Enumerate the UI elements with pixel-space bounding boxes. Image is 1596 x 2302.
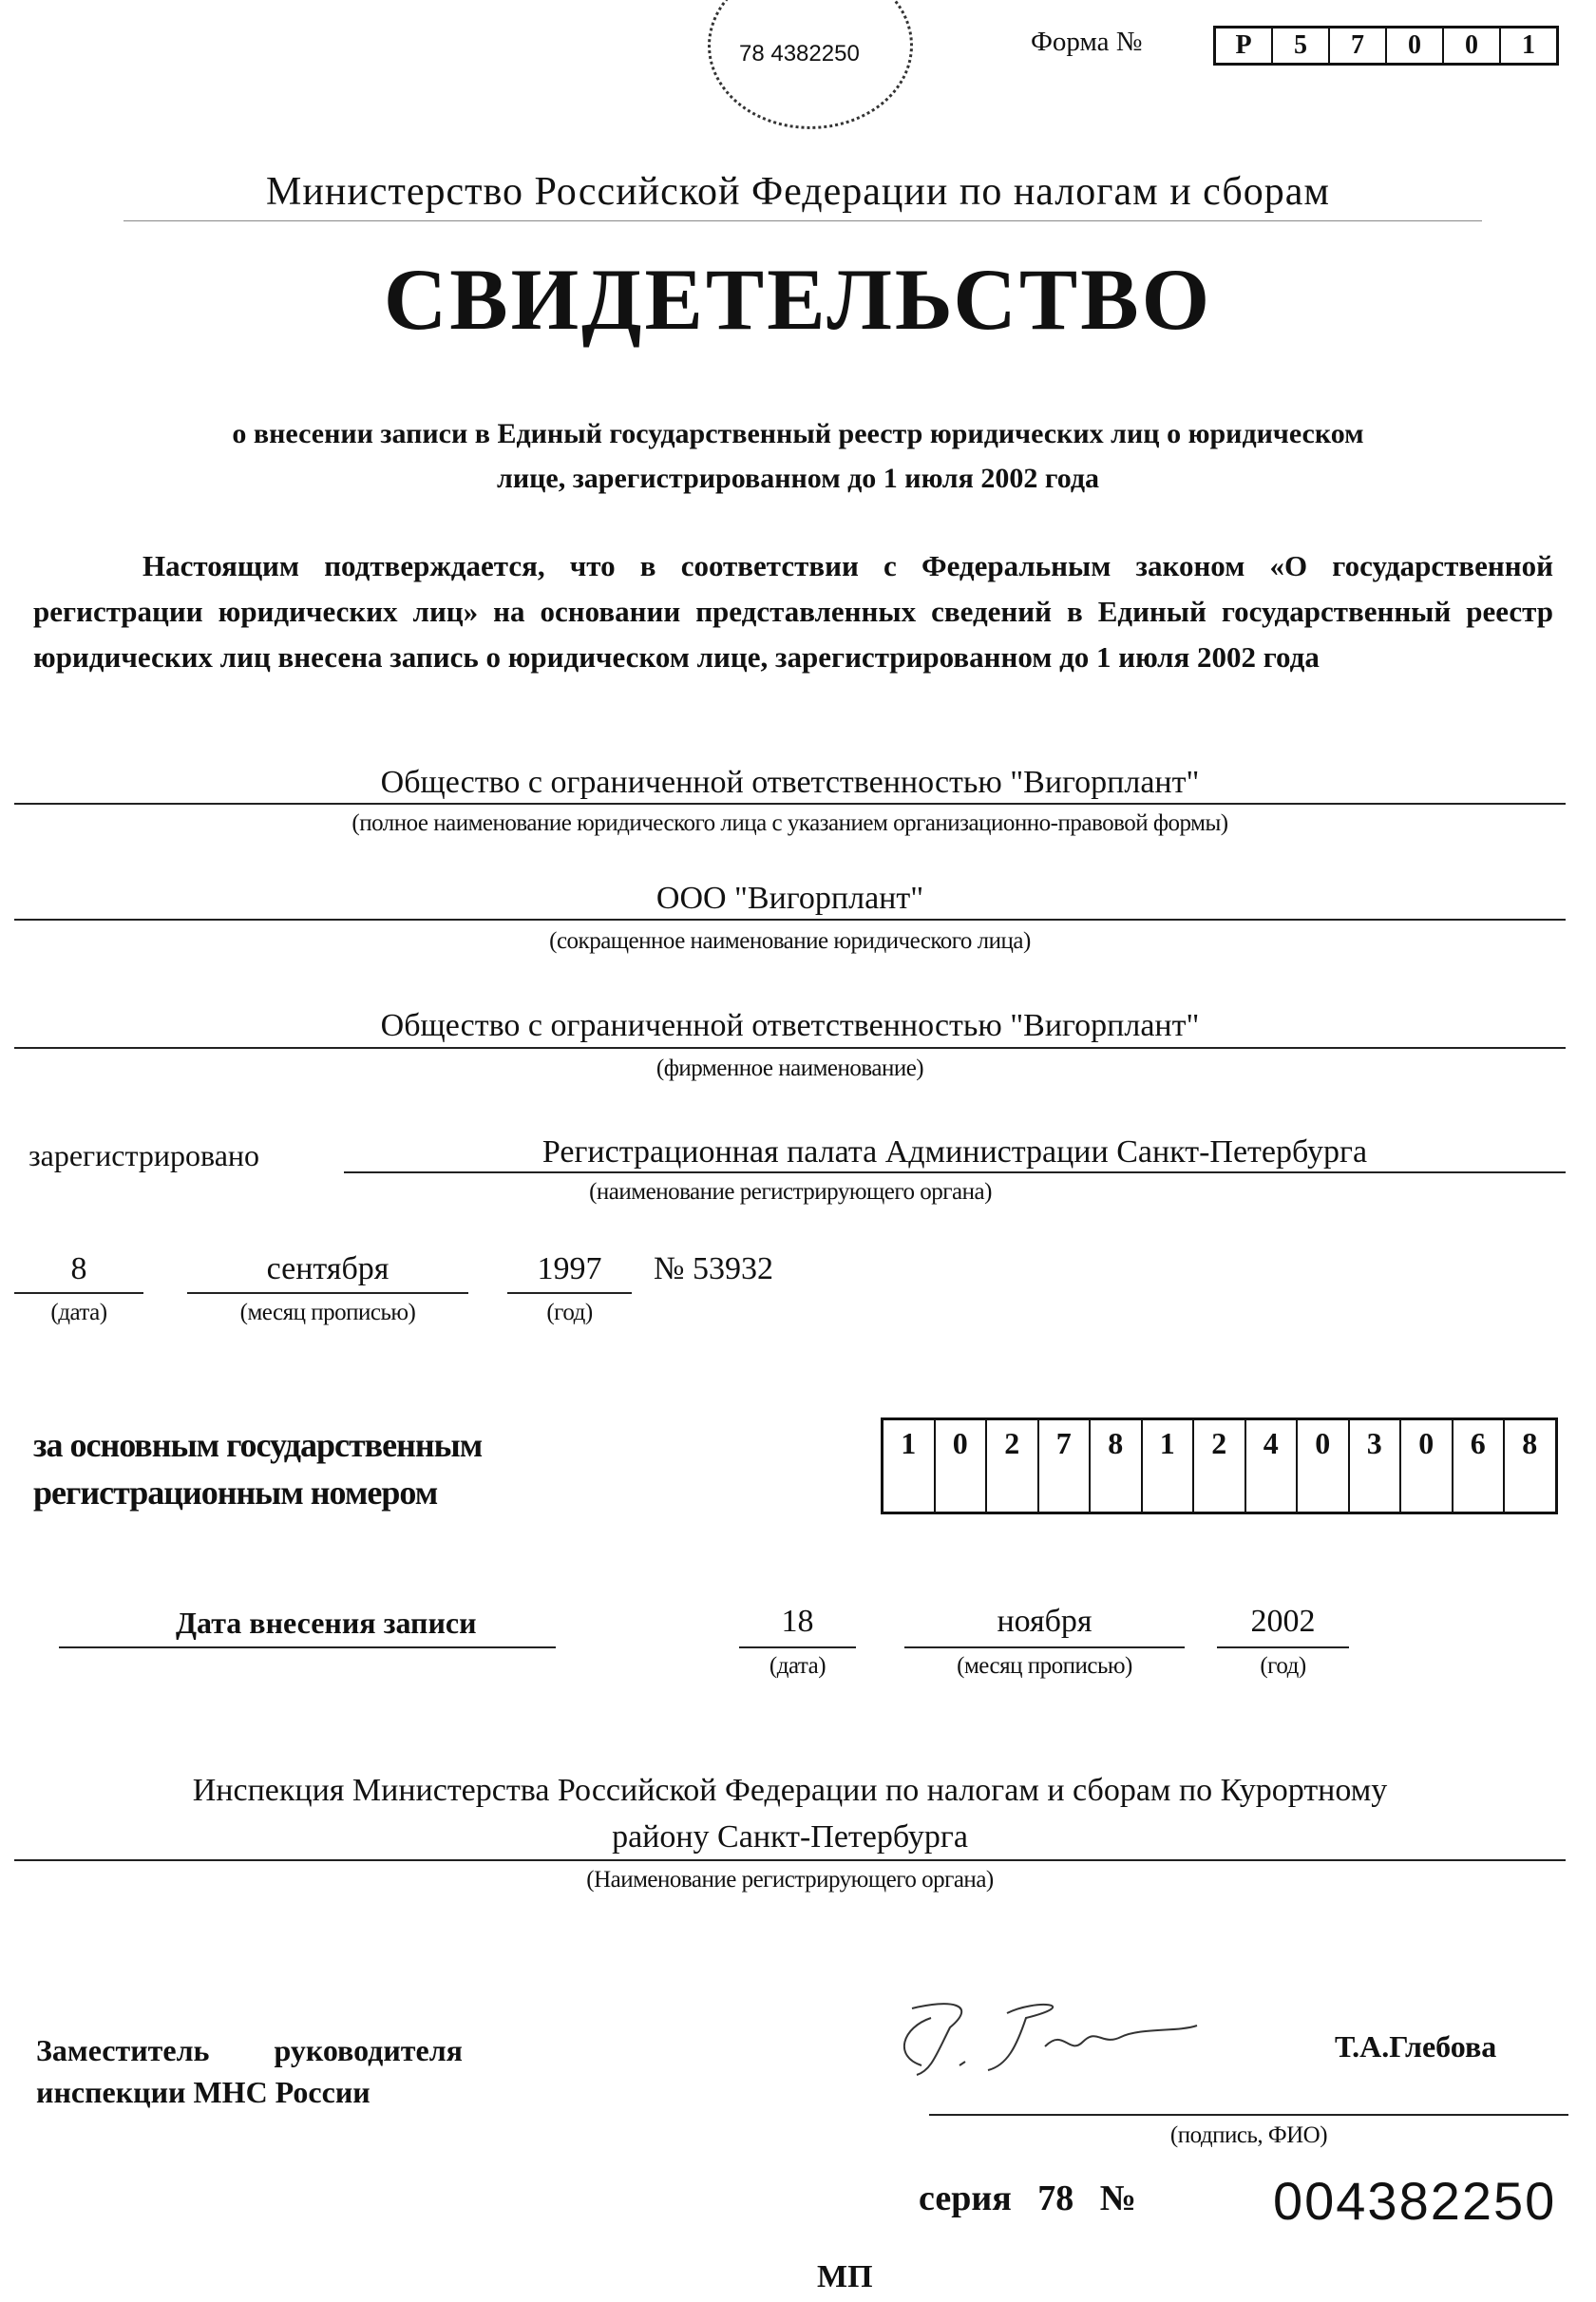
- entry-year: 2002: [1250, 1604, 1316, 1639]
- signer-name: Т.А.Глебова: [1335, 2029, 1497, 2064]
- firm-name-line: [14, 1047, 1566, 1049]
- full-name-caption: (полное наименование юридического лица с указанием организационно-правовой формы): [352, 810, 1228, 836]
- inspection-caption: (Наименование регистрирующего органа): [586, 1867, 994, 1893]
- signer-position-line1: Заместитель руководителя: [36, 2033, 463, 2067]
- series-label: серия 78 №: [919, 2178, 1136, 2218]
- reg-year-line: [507, 1292, 632, 1294]
- digit-cell: Р: [1216, 29, 1273, 63]
- reg-day-line: [14, 1292, 143, 1294]
- ministry-underline: [124, 220, 1482, 221]
- entry-date-label: Дата внесения записи: [176, 1606, 477, 1640]
- full-name-value: Общество с ограниченной ответственностью "Вигорплант": [380, 765, 1200, 800]
- digit-cell: 7: [1039, 1420, 1092, 1512]
- digit-cell: 2: [1194, 1420, 1246, 1512]
- short-name-caption: (сокращенное наименование юридического лица): [549, 928, 1031, 954]
- document-title: СВИДЕТЕЛЬСТВО: [383, 251, 1213, 348]
- digit-cell: 5: [1273, 29, 1330, 63]
- signature-caption: (подпись, ФИО): [1169, 2122, 1328, 2148]
- reg-month: сентября: [266, 1251, 390, 1286]
- reg-day-caption: (дата): [50, 1300, 107, 1325]
- inspection-line: [14, 1859, 1566, 1861]
- entry-month-caption: (месяц прописью): [957, 1653, 1132, 1679]
- registered-label: зарегистрировано: [28, 1138, 260, 1172]
- entry-day-caption: (дата): [769, 1653, 826, 1679]
- ogrn-label-line2: регистрационным номером: [33, 1474, 438, 1512]
- reg-year-caption: (год): [546, 1300, 593, 1325]
- subtitle-line2: лице, зарегистрированном до 1 июля 2002 года: [496, 463, 1100, 494]
- inspection-line1: Инспекция Министерства Российской Федерации по налогам и сборам по Курортному: [192, 1773, 1388, 1808]
- signature-line: [929, 2114, 1568, 2116]
- digit-cell: 2: [987, 1420, 1039, 1512]
- form-label: Форма №: [1031, 27, 1143, 57]
- digit-cell: 8: [1091, 1420, 1143, 1512]
- registered-value: Регистрационная палата Администрации Санкт-Петербурга: [542, 1134, 1368, 1170]
- digit-cell: 6: [1454, 1420, 1506, 1512]
- entry-month: ноября: [997, 1604, 1092, 1639]
- firm-name-value: Общество с ограниченной ответственностью "Вигорплант": [380, 1008, 1200, 1043]
- entry-month-line: [904, 1646, 1185, 1648]
- ministry-title: Министерство Российской Федерации по налогам и сборам: [266, 170, 1330, 214]
- entry-label-line: [59, 1646, 556, 1648]
- digit-cell: 0: [1401, 1420, 1454, 1512]
- seal-place-label: МП: [817, 2259, 873, 2294]
- signature-image: [893, 1989, 1216, 2080]
- reg-number: № 53932: [654, 1251, 773, 1286]
- short-name-line: [14, 919, 1566, 921]
- reg-day: 8: [70, 1251, 87, 1286]
- reg-month-line: [187, 1292, 468, 1294]
- short-name-value: ООО "Вигорплант": [656, 881, 924, 916]
- inspection-line2: району Санкт-Петербурга: [612, 1819, 968, 1855]
- digit-cell: 1: [1522, 30, 1535, 60]
- registered-line: [344, 1171, 1566, 1173]
- digit-cell: 0: [1298, 1420, 1350, 1512]
- reg-year: 1997: [537, 1251, 602, 1286]
- stamp-number: 78 4382250: [739, 41, 860, 67]
- certification-paragraph: Настоящим подтверждается, что в соответствии с Федеральным законом «О государственной регистрации юридических лиц» на основании представленных сведений в Единый государственный реестр юридических лиц внесена запись о юридическом лице, зарегистрированном до 1 июля 2002 года: [33, 549, 1553, 674]
- entry-day: 18: [781, 1604, 814, 1639]
- digit-cell: 3: [1350, 1420, 1402, 1512]
- entry-day-line: [739, 1646, 856, 1648]
- stamp-mark: [708, 0, 913, 129]
- series-number: 004382250: [1273, 2171, 1557, 2231]
- full-name-line: [14, 803, 1566, 805]
- subtitle-line1: о внесении записи в Единый государственный реестр юридических лиц о юридическом: [232, 418, 1364, 449]
- digit-cell: 4: [1246, 1420, 1299, 1512]
- digit-cell: 0: [936, 1420, 988, 1512]
- digit-cell: 0: [1387, 29, 1444, 63]
- signer-position-line2: инспекции МНС России: [36, 2075, 370, 2109]
- registered-caption: (наименование регистрирующего органа): [589, 1179, 992, 1205]
- ogrn-boxes: [881, 1417, 1558, 1514]
- ogrn-label-line1: за основным государственным: [33, 1426, 483, 1464]
- digit-cell: 7: [1330, 29, 1387, 63]
- firm-name-caption: (фирменное наименование): [656, 1056, 924, 1081]
- reg-month-caption: (месяц прописью): [239, 1300, 416, 1325]
- digit-cell: 8: [1522, 1426, 1538, 1460]
- entry-year-line: [1217, 1646, 1349, 1648]
- entry-year-caption: (год): [1260, 1653, 1306, 1679]
- form-code-boxes: [1213, 26, 1559, 66]
- digit-cell: 0: [1444, 29, 1501, 63]
- digit-cell: 1: [1143, 1420, 1195, 1512]
- digit-cell: 1: [884, 1420, 936, 1512]
